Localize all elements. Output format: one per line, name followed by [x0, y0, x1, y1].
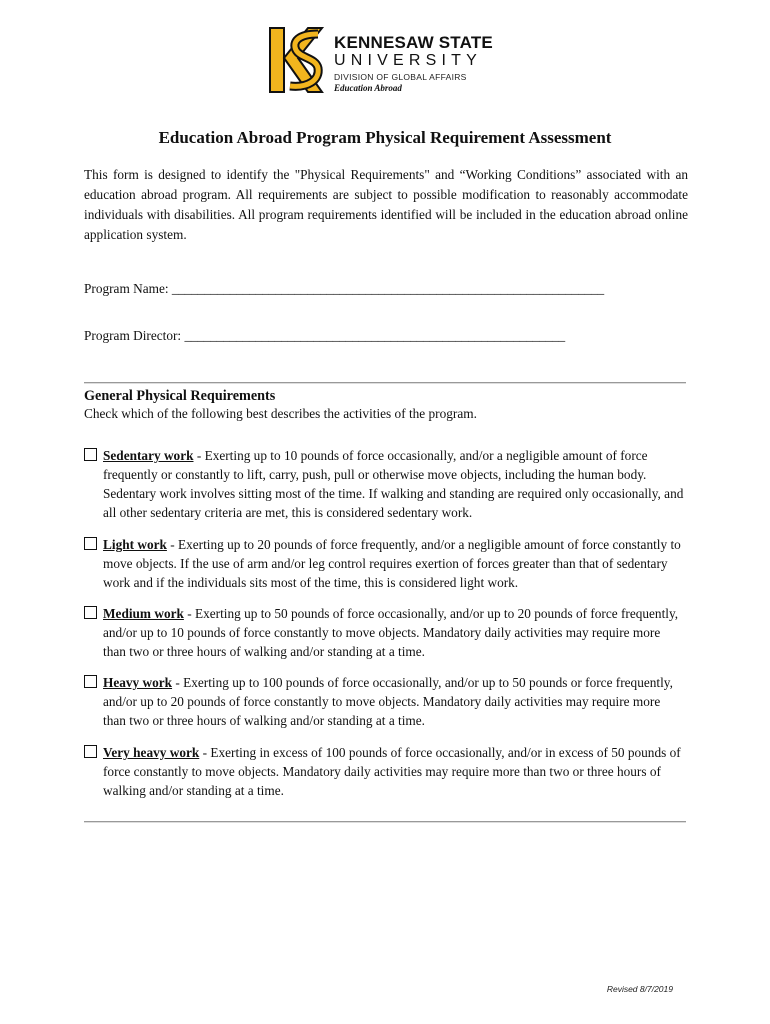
heavy-work-checkbox[interactable] — [84, 675, 97, 688]
section-subtitle: Check which of the following best describes the activities of the program. — [84, 406, 477, 421]
program-director-input-line[interactable]: ___________________________________________________________ — [184, 328, 565, 343]
section-divider-top — [84, 382, 686, 384]
option-description: - Exerting up to 20 pounds of force frequently, and/or a negligible amount of force constantly to move objects. If the use of arm and/or leg control requires exertion of forces greater than that of sedentary work and if the individuals sits most of the time, this is considered light work. — [103, 537, 681, 590]
option-name: Medium work — [103, 606, 184, 621]
logo-university-name: KENNESAW STATE — [334, 33, 493, 52]
section-divider-bottom — [84, 821, 686, 823]
option-medium-work — [84, 604, 684, 661]
very-heavy-work-checkbox[interactable] — [84, 745, 97, 758]
option-name: Light work — [103, 537, 167, 552]
program-director-field[interactable] — [84, 328, 565, 344]
option-light-work — [84, 535, 684, 592]
option-very-heavy-work — [84, 743, 684, 800]
option-heavy-work — [84, 673, 684, 730]
medium-work-checkbox[interactable] — [84, 606, 97, 619]
option-description: - Exerting up to 50 pounds of force occasionally, and/or up to 20 pounds of force frequently, and/or up to 10 pounds of force constantly to move objects. Mandatory daily activities may require more than two or three hours of walking and/or standing at a time. — [103, 606, 679, 659]
logo-university-word: UNIVERSITY — [334, 52, 483, 69]
revision-date: Revised 8/7/2019 — [606, 984, 673, 994]
section-title: General Physical Requirements — [84, 388, 276, 404]
option-description: - Exerting in excess of 100 pounds of force occasionally, and/or in excess of 50 pounds of force constantly to move objects. Mandatory daily activities may require more than two or three hours of walking and/or standing at a time. — [103, 745, 681, 798]
option-name: Very heavy work — [103, 745, 200, 760]
university-logo — [268, 20, 518, 100]
program-name-label: Program Name: — [84, 281, 169, 296]
light-work-checkbox[interactable] — [84, 537, 97, 550]
logo-division: DIVISION OF GLOBAL AFFAIRS — [334, 72, 467, 82]
option-description: - Exerting up to 100 pounds of force occasionally, and/or up to 50 pounds or force frequently, and/or up to 20 pounds of force constantly to move objects. Mandatory daily activities may require more than two or three hours of walking and/or standing at a time. — [103, 675, 673, 728]
logo-office: Education Abroad — [334, 83, 402, 93]
program-name-input-line[interactable]: ___________________________________________________________________ — [171, 281, 604, 296]
intro-paragraph: This form is designed to identify the "Physical Requirements" and “Working Conditions” associated with an education abroad program. All requirements are subject to possible modification to reasonably accommodate individuals with disabilities. All program requirements identified will be included in the education abroad online application system. — [84, 167, 688, 242]
program-director-label: Program Director: — [84, 328, 182, 343]
sedentary-work-checkbox[interactable] — [84, 448, 97, 461]
option-name: Heavy work — [103, 675, 173, 690]
option-description: - Exerting up to 10 pounds of force occasionally, and/or a negligible amount of force frequently or constantly to lift, carry, push, pull or otherwise move objects, including the human body. Sedentary work involves sitting most of the time. If walking and standing are required only occasionally, and all other sedentary criteria are met, this is considered sedentary work. — [103, 448, 684, 520]
option-sedentary-work — [84, 446, 684, 522]
ks-monogram-icon — [268, 24, 328, 96]
option-name: Sedentary work — [103, 448, 194, 463]
program-name-field[interactable] — [84, 281, 604, 297]
document-title: Education Abroad Program Physical Requirement Assessment — [158, 128, 612, 147]
